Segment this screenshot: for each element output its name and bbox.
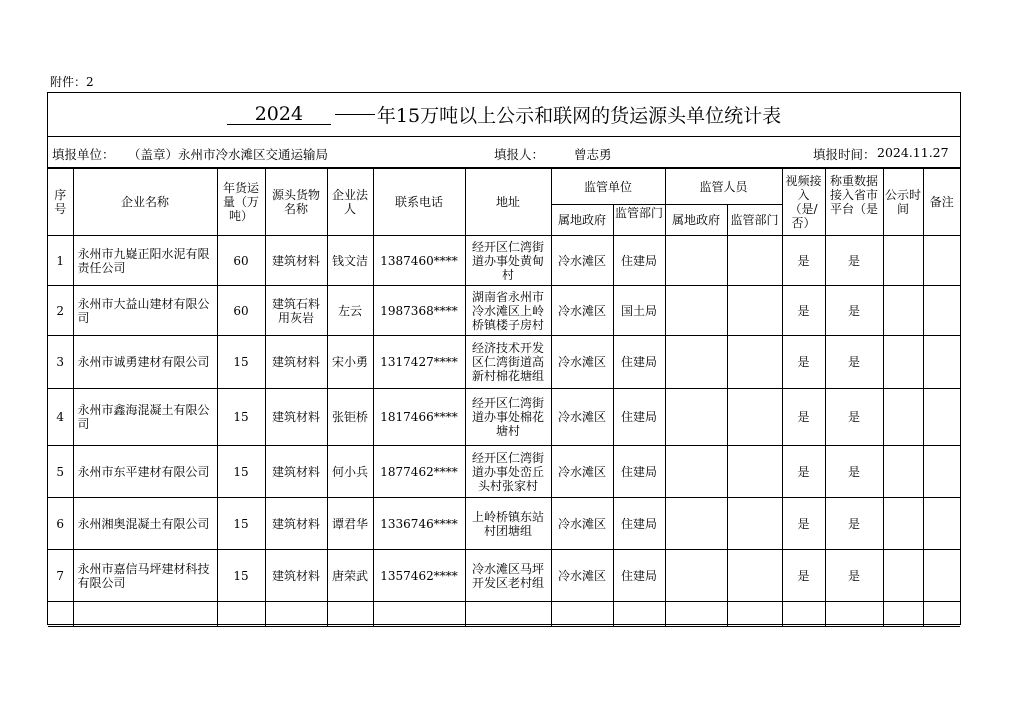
cell-video: 是 [782,446,825,498]
cell-video: 是 [782,498,825,550]
cell-weigh: 是 [825,389,883,446]
header-address: 地址 [465,169,551,236]
cell-remark [923,336,960,389]
cell-publish-time [883,286,923,336]
cell-volume: 15 [217,389,265,446]
cell-address: 经济技术开发区仁湾街道高新村棉花塘组 [465,336,551,389]
cell-seq: 4 [48,389,73,446]
fill-person-label: 填报人： [494,147,545,162]
cell-person-gov [665,336,727,389]
cell-company: 永州市嘉信马坪建材科技有限公司 [73,550,217,602]
cell-address: 经开区仁湾街道办事处黄甸村 [465,236,551,286]
cell-goods: 建筑材料 [265,236,327,286]
header-seq: 序号 [48,169,73,236]
cell-publish-time [883,498,923,550]
header-person-dept: 监管部门 [727,205,782,236]
cell-publish-time [883,336,923,389]
fill-info-row [48,137,960,168]
cell-goods: 建筑材料 [265,550,327,602]
table-row [48,389,960,446]
cell-company: 永州市东平建材有限公司 [73,446,217,498]
title-year-underline [335,114,375,115]
cell-seq: 5 [48,446,73,498]
fill-date-label: 填报时间： [813,147,876,162]
cell-remark [923,446,960,498]
cell-legal: 张钜桥 [327,389,373,446]
cell-unit-dept: 住建局 [613,550,665,602]
cell-phone: 1336746**** [373,498,465,550]
cell-phone: 1357462**** [373,550,465,602]
fill-unit-value: （盖章）永州市冷水滩区交通运输局 [128,147,329,162]
fill-date-value: 2024.11.27 [877,145,949,160]
form-title [48,93,960,137]
source-unit-table [48,168,960,627]
cell-goods: 建筑材料 [265,446,327,498]
cell-publish-time [883,550,923,602]
cell-unit-dept: 国土局 [613,286,665,336]
header-volume: 年货运量（万吨） [217,169,265,236]
cell-weigh: 是 [825,336,883,389]
cell-seq: 6 [48,498,73,550]
header-row-1 [48,169,960,205]
cell-unit-dept: 住建局 [613,446,665,498]
cell-weigh: 是 [825,498,883,550]
table-row [48,236,960,286]
cell-unit-gov: 冷水滩区 [551,550,613,602]
cell-person-gov [665,286,727,336]
cell-unit-gov: 冷水滩区 [551,446,613,498]
cell-remark [923,498,960,550]
cell-weigh: 是 [825,286,883,336]
header-goods: 源头货物名称 [265,169,327,236]
header-publish-time: 公示时间 [883,169,923,236]
cell-phone: 1817466**** [373,389,465,446]
cell-remark [923,550,960,602]
cell-phone: 1877462**** [373,446,465,498]
cell-legal: 钱文洁 [327,236,373,286]
cell-remark [923,286,960,336]
cell-person-gov [665,498,727,550]
cell-remark [923,389,960,446]
statistics-form [47,92,961,625]
table-row [48,550,960,602]
cell-goods: 建筑石料用灰岩 [265,286,327,336]
header-legal: 企业法人 [327,169,373,236]
cell-person-dept [727,236,782,286]
cell-remark [923,236,960,286]
cell-phone: 1387460**** [373,236,465,286]
cell-volume: 15 [217,446,265,498]
cell-unit-gov: 冷水滩区 [551,286,613,336]
cell-unit-gov: 冷水滩区 [551,389,613,446]
cell-publish-time [883,446,923,498]
cell-seq: 7 [48,550,73,602]
cell-person-gov [665,389,727,446]
cell-phone: 1987368**** [373,286,465,336]
cell-seq: 2 [48,286,73,336]
header-weigh: 称重数据接入省市平台（是 [825,169,883,236]
cell-video: 是 [782,286,825,336]
cell-volume: 15 [217,498,265,550]
cell-unit-dept: 住建局 [613,498,665,550]
cell-phone: 1317427**** [373,336,465,389]
cell-publish-time [883,389,923,446]
cell-address: 湖南省永州市冷水滩区上岭桥镇楼子房村 [465,286,551,336]
cell-volume: 60 [217,236,265,286]
cell-company: 永州湘奥混凝土有限公司 [73,498,217,550]
cell-company: 永州市九嶷正阳水泥有限责任公司 [73,236,217,286]
cell-person-dept [727,286,782,336]
cell-person-dept [727,336,782,389]
cell-seq: 3 [48,336,73,389]
cell-person-gov [665,550,727,602]
fill-unit-label: 填报单位： [52,147,115,162]
cell-video: 是 [782,550,825,602]
cell-company: 永州市鑫海混凝土有限公司 [73,389,217,446]
fill-person-value: 曾志勇 [574,147,612,162]
attachment-label: 附件：2 [50,75,94,89]
cell-person-dept [727,550,782,602]
cell-volume: 60 [217,286,265,336]
table-row [48,286,960,336]
header-video: 视频接入（是/否） [782,169,825,236]
cell-person-gov [665,236,727,286]
cell-legal: 宋小勇 [327,336,373,389]
cell-video: 是 [782,336,825,389]
header-phone: 联系电话 [373,169,465,236]
cell-address: 冷水滩区马坪开发区老村组 [465,550,551,602]
cell-legal: 唐荣武 [327,550,373,602]
cell-company: 永州市诚勇建材有限公司 [73,336,217,389]
cell-unit-gov: 冷水滩区 [551,498,613,550]
cell-person-gov [665,446,727,498]
table-row [48,336,960,389]
cell-address: 经开区仁湾街道办事处棉花塘村 [465,389,551,446]
cell-goods: 建筑材料 [265,336,327,389]
cell-video: 是 [782,236,825,286]
cell-video: 是 [782,389,825,446]
cell-seq: 1 [48,236,73,286]
cell-unit-gov: 冷水滩区 [551,336,613,389]
cell-person-dept [727,446,782,498]
cell-person-dept [727,389,782,446]
cell-unit-dept: 住建局 [613,236,665,286]
cell-volume: 15 [217,550,265,602]
cell-unit-dept: 住建局 [613,389,665,446]
header-unit-gov: 属地政府 [551,205,613,236]
table-row [48,446,960,498]
header-unit-dept: 监管部门 [613,205,665,236]
cell-publish-time [883,236,923,286]
cell-weigh: 是 [825,236,883,286]
cell-legal: 谭君华 [327,498,373,550]
cell-weigh: 是 [825,446,883,498]
title-year: 2024 [227,104,331,125]
cell-person-dept [727,498,782,550]
header-supervise-person: 监管人员 [665,169,782,205]
cell-address: 上岭桥镇东站村团塘组 [465,498,551,550]
cell-legal: 何小兵 [327,446,373,498]
cell-unit-gov: 冷水滩区 [551,236,613,286]
cell-legal: 左云 [327,286,373,336]
cell-address: 经开区仁湾街道办事处峦丘头村张家村 [465,446,551,498]
title-text: 年15万吨以上公示和联网的货运源头单位统计表 [376,105,782,127]
header-person-gov: 属地政府 [665,205,727,236]
cell-unit-dept: 住建局 [613,336,665,389]
cell-weigh: 是 [825,550,883,602]
header-company: 企业名称 [73,169,217,236]
cell-volume: 15 [217,336,265,389]
header-supervise-unit: 监管单位 [551,169,665,205]
table-row [48,498,960,550]
header-remark: 备注 [923,169,960,236]
empty-row [48,602,960,627]
cell-goods: 建筑材料 [265,498,327,550]
cell-company: 永州市大益山建材有限公司 [73,286,217,336]
cell-goods: 建筑材料 [265,389,327,446]
